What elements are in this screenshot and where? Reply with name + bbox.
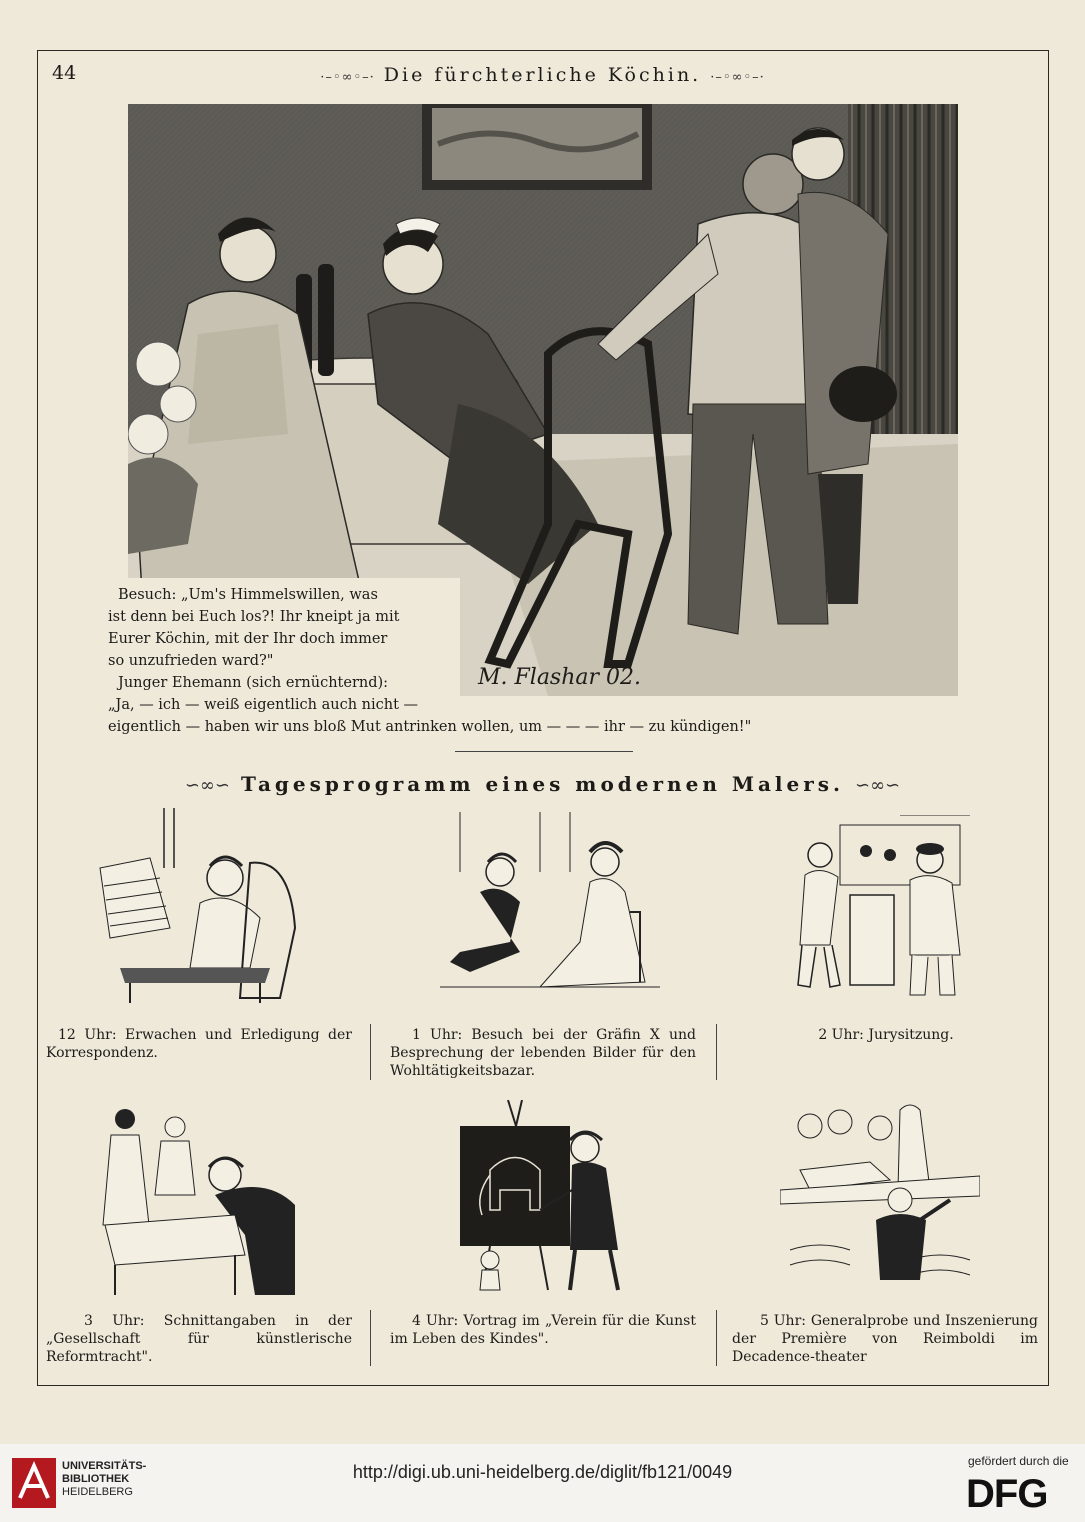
section-divider-rule (455, 751, 633, 752)
panel-illustration-reform-dress (95, 1105, 315, 1305)
viewer-footer (0, 1444, 1085, 1522)
permalink-url[interactable]: http://digi.ub.uni-heidelberg.de/diglit/fb121/0049 (352, 1462, 733, 1482)
head-ornament-right: ·–◦∞◦–· (710, 70, 765, 85)
panel-caption-1: 12 Uhr: Erwachen und Erledigung der Korrespondenz. (46, 1027, 352, 1061)
main-caption-line: so unzufrieden ward?" (108, 653, 274, 669)
panel-caption-2: 1 Uhr: Besuch bei der Gräfin X und Besprechung der lebenden Bilder für den Wohltätigkeitsbazar. (390, 1027, 696, 1079)
main-caption-line: eigentlich — haben wir uns bloß Mut antrinken wollen, um — — — ihr — zu kündigen!" (108, 719, 752, 735)
panel-illustration-countess-visit (440, 812, 660, 1002)
panel-illustration-jury (780, 815, 980, 1005)
panel-caption-6: 5 Uhr: Generalprobe und Inszenierung der Première von Reimboldi im Decadence-theater (732, 1313, 1038, 1365)
main-caption-line: ist denn bei Euch los?! Ihr kneipt ja mit (108, 609, 400, 625)
main-caption-line: Eurer Köchin, mit der Ihr doch immer (108, 631, 388, 647)
library-name-line: HEIDELBERG (62, 1486, 133, 1498)
panel-illustration-lecture (460, 1100, 680, 1300)
running-head-title: Die fürchterliche Köchin. (383, 64, 702, 86)
heading-swash-left: ∽∞∽ (184, 775, 230, 796)
column-separator (716, 1310, 717, 1366)
dfg-logo-icon: DFG (966, 1472, 1048, 1516)
artist-signature: M. Flashar 02. (478, 665, 642, 690)
page-number: 44 (52, 62, 77, 84)
panel-caption-5: 4 Uhr: Vortrag im „Verein für die Kunst im Leben des Kindes". (390, 1313, 696, 1347)
section-heading (0, 772, 1085, 796)
library-name-line: UNIVERSITÄTS- (62, 1460, 147, 1472)
panel-illustration-correspondence (90, 808, 310, 1008)
head-ornament-left: ·–◦∞◦–· (320, 70, 375, 85)
panel-caption-4: 3 Uhr: Schnittangaben in der „Gesellschaft für künstlerische Reformtracht". (46, 1313, 352, 1365)
heading-swash-right: ∽∞∽ (854, 775, 901, 796)
library-name-line: BIBLIOTHEK (62, 1473, 130, 1485)
column-separator (370, 1024, 371, 1080)
column-separator (370, 1310, 371, 1366)
panel-illustration-dress-rehearsal (780, 1100, 980, 1290)
column-separator (716, 1024, 717, 1080)
main-caption-line: „Ja, — ich — weiß eigentlich auch nicht — (108, 697, 419, 713)
panel-caption-3: 2 Uhr: Jurysitzung. (818, 1027, 954, 1043)
main-caption-line: Besuch: „Um's Himmelswillen, was (118, 587, 378, 603)
main-caption-line: Junger Ehemann (sich ernüchternd): (118, 675, 389, 691)
running-head (0, 64, 1085, 86)
funding-note: gefördert durch die (968, 1454, 1069, 1468)
section-title: Tagesprogramm eines modernen Malers. (240, 772, 845, 796)
